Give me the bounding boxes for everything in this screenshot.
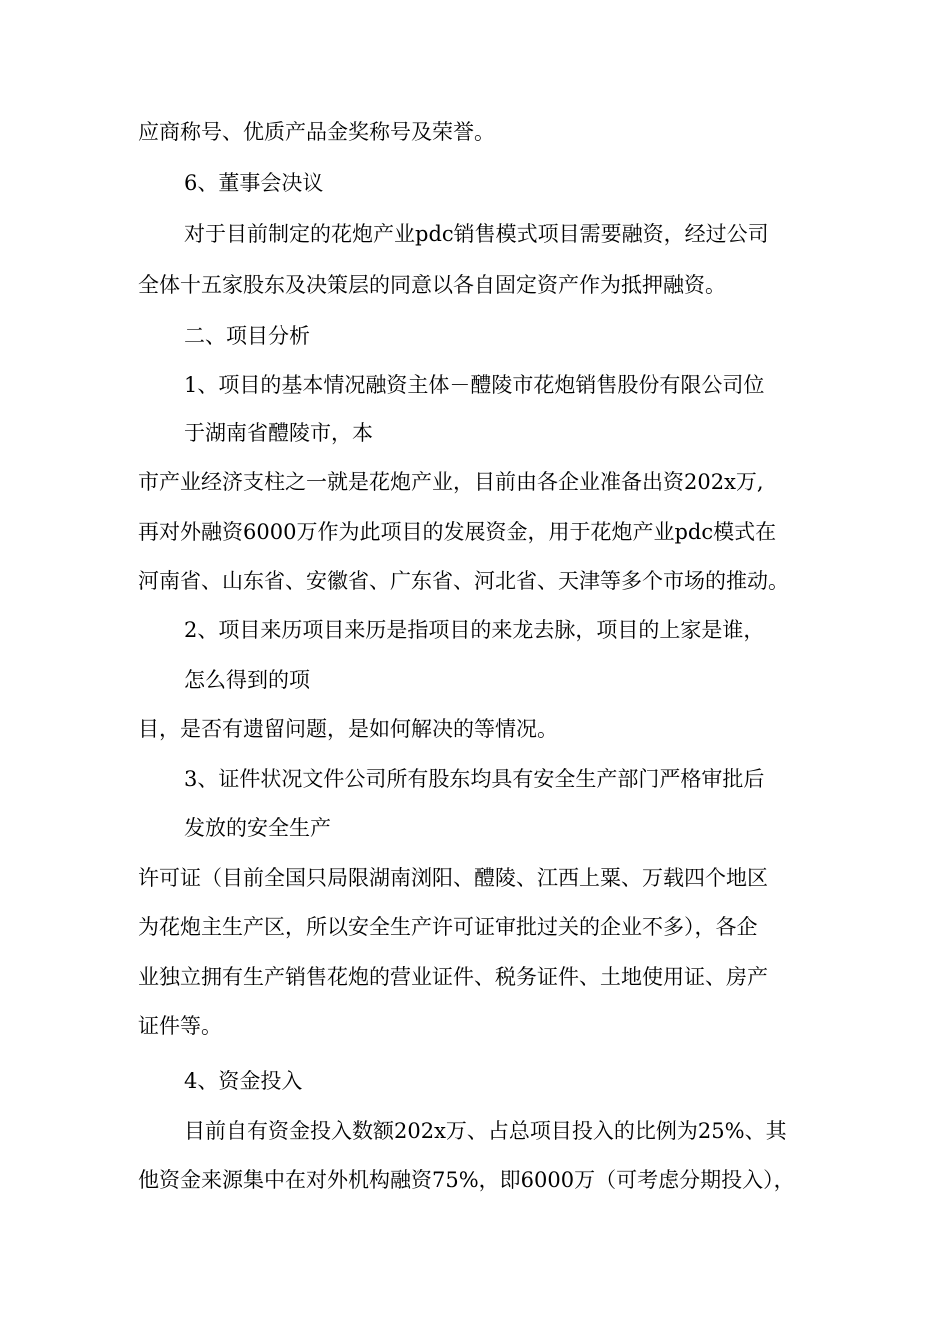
text-line: 全体十五家股东及决策层的同意以各自固定资产作为抵押融资。	[138, 273, 726, 297]
section-heading: 二、项目分析	[184, 324, 310, 348]
text-line: 业独立拥有生产销售花炮的营业证件、税务证件、土地使用证、房产	[138, 965, 768, 989]
text-line: 目前自有资金投入数额202x万、占总项目投入的比例为25%、其	[184, 1119, 787, 1143]
text-line: 目，是否有遗留问题，是如何解决的等情况。	[138, 717, 558, 741]
section-heading: 4、资金投入	[184, 1069, 303, 1093]
text-line: 许可证（目前全国只局限湖南浏阳、醴陵、江西上粟、万载四个地区	[138, 866, 768, 890]
text-line: 河南省、山东省、安徽省、广东省、河北省、天津等多个市场的推动。	[138, 569, 789, 593]
text-line: 于湖南省醴陵市，本	[184, 421, 373, 445]
text-line: 对于目前制定的花炮产业pdc销售模式项目需要融资，经过公司	[184, 222, 769, 246]
text-line: 怎么得到的项	[184, 668, 310, 692]
section-heading: 6、董事会决议	[184, 171, 324, 195]
text-line: 应商称号、优质产品金奖称号及荣誉。	[138, 120, 495, 144]
text-line: 2、项目来历项目来历是指项目的来龙去脉，项目的上家是谁，	[184, 618, 765, 642]
text-line: 1、项目的基本情况融资主体－醴陵市花炮销售股份有限公司位	[184, 373, 765, 397]
text-line: 他资金来源集中在对外机构融资75%，即6000万（可考虑分期投入），	[138, 1168, 795, 1192]
text-line: 3、证件状况文件公司所有股东均具有安全生产部门严格审批后	[184, 767, 765, 791]
text-line: 市产业经济支柱之一就是花炮产业，目前由各企业准备出资202x万,	[138, 470, 764, 494]
text-line: 为花炮主生产区，所以安全生产许可证审批过关的企业不多），各企	[138, 915, 758, 939]
text-line: 再对外融资6000万作为此项目的发展资金，用于花炮产业pdc模式在	[138, 520, 777, 544]
text-line: 发放的安全生产	[184, 816, 331, 840]
text-line: 证件等。	[138, 1014, 222, 1038]
